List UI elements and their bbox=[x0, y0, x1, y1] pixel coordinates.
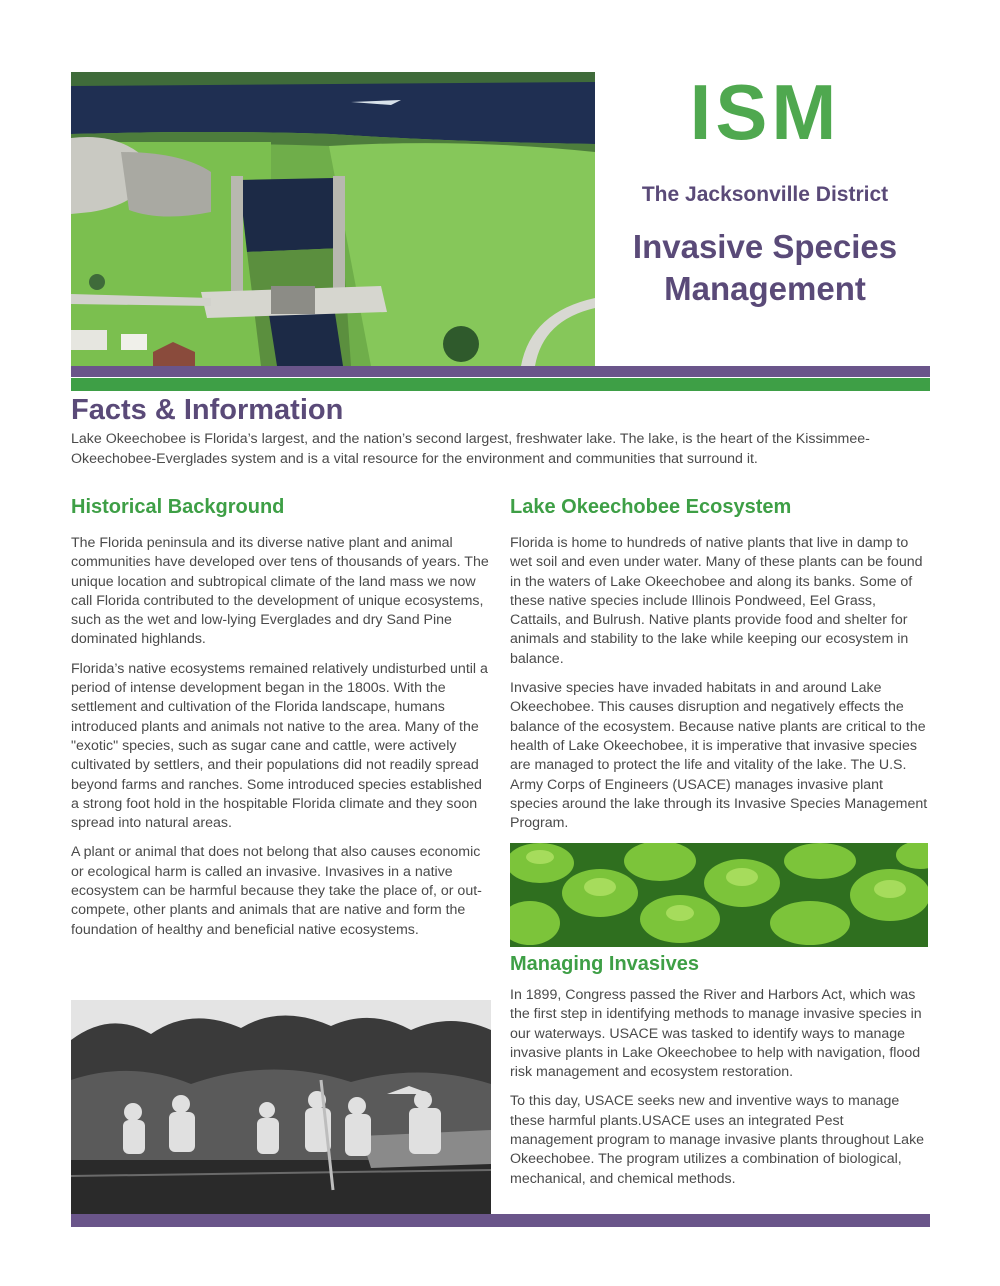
intro-paragraph: Lake Okeechobee is Florida’s largest, and the nation’s second largest, freshwater lake. The lake, is the heart of the Kissimmee-Okeechobee-Everglades system and is a vital resource for the environment and communities that surround it. bbox=[71, 431, 870, 467]
district-name: The Jacksonville District bbox=[641, 183, 889, 206]
header-divider-purple bbox=[71, 366, 930, 377]
historical-paragraph-2: Florida’s native ecosystems remained relatively undisturbed until a period of intense development began in the 1800s. With the settlement and cultivation of the Florida landscape, humans introduced plants and animals not native to the area. Many of the "exotic" species, such as sugar cane and cattle, were actively cultivated by settlers, and their populations did not readily spread beyond farms and ranches. Some introduced species established a strong foot hold in the hospitable Florida climate and they soon spread into natural areas. bbox=[71, 660, 488, 832]
ecosystem-column bbox=[510, 494, 928, 843]
historical-background-heading: Historical Background bbox=[71, 496, 285, 518]
program-acronym: ISM bbox=[689, 68, 841, 156]
historical-background-column bbox=[71, 494, 491, 950]
managing-paragraph-2: To this day, USACE seeks new and inventive ways to manage these harmful plants.USACE uses an integrated Pest management program to manage invasive plants throughout Lake Okeechobee. The program utilizes a combination of biological, mechanical, and chemical methods. bbox=[510, 1093, 925, 1187]
section-heading-facts: Facts & Information bbox=[71, 394, 344, 426]
program-title-line-2: Management bbox=[664, 270, 866, 307]
ecosystem-paragraph-1: Florida is home to hundreds of native plants that live in damp to wet soil and even under water. Many of these plants can be found in the waters of Lake Okeechobee and along its banks. Some of these native species include Illinois Pondweed, Eel Grass, Cattails, and Bulrush. Native plants provide food and shelter for animals and stability to the lake while keeping our ecosystem in balance. bbox=[510, 535, 923, 667]
program-title-line-1: Invasive Species bbox=[632, 228, 898, 265]
managing-paragraph-1: In 1899, Congress passed the River and Harbors Act, which was the first step in identifying methods to manage invasive species in our waterways. USACE was tasked to identify ways to manage invasive plants in Lake Okeechobee to help with navigation, flood risk management and ecosystem restoration. bbox=[510, 987, 922, 1081]
ecosystem-heading: Lake Okeechobee Ecosystem bbox=[510, 496, 792, 518]
water-lettuce-photo bbox=[510, 843, 928, 947]
program-title bbox=[590, 226, 940, 310]
managing-invasives-column bbox=[510, 986, 928, 1199]
historical-paragraph-3: A plant or animal that does not belong that also causes economic or ecological harm is called an invasive. Invasives in a native ecosystem can be harmful because they take the place of, or out-compete, other plants and animals that are native and form the foundation of healthy and beneficial native ecosystems. bbox=[71, 844, 482, 938]
footer-divider-purple bbox=[71, 1214, 930, 1227]
header-divider-green bbox=[71, 378, 930, 391]
ecosystem-paragraph-2: Invasive species have invaded habitats in and around Lake Okeechobee. This causes disruption and negatively effects the balance of the ecosystem. Because native plants are critical to the health of Lake Okeechobee, it is imperative that invasive species are managed to protect the life and vitality of the lake. The U.S. Army Corps of Engineers (USACE) manages invasive plant species around the lake through its Invasive Species Management Program. bbox=[510, 680, 928, 832]
historical-paragraph-1: The Florida peninsula and its diverse native plant and animal communities have developed over tens of thousands of years. The unique location and subtropical climate of the land mass we now call Florida contributed to the development of unique ecosystems, such as the wet and low-lying Everglades and dry Sand Pine dominated highlands. bbox=[71, 535, 489, 648]
lake-lock-aerial-photo bbox=[71, 72, 595, 366]
managing-invasives-heading: Managing Invasives bbox=[510, 953, 699, 975]
workers-clearing-vegetation-photo bbox=[71, 1000, 491, 1214]
